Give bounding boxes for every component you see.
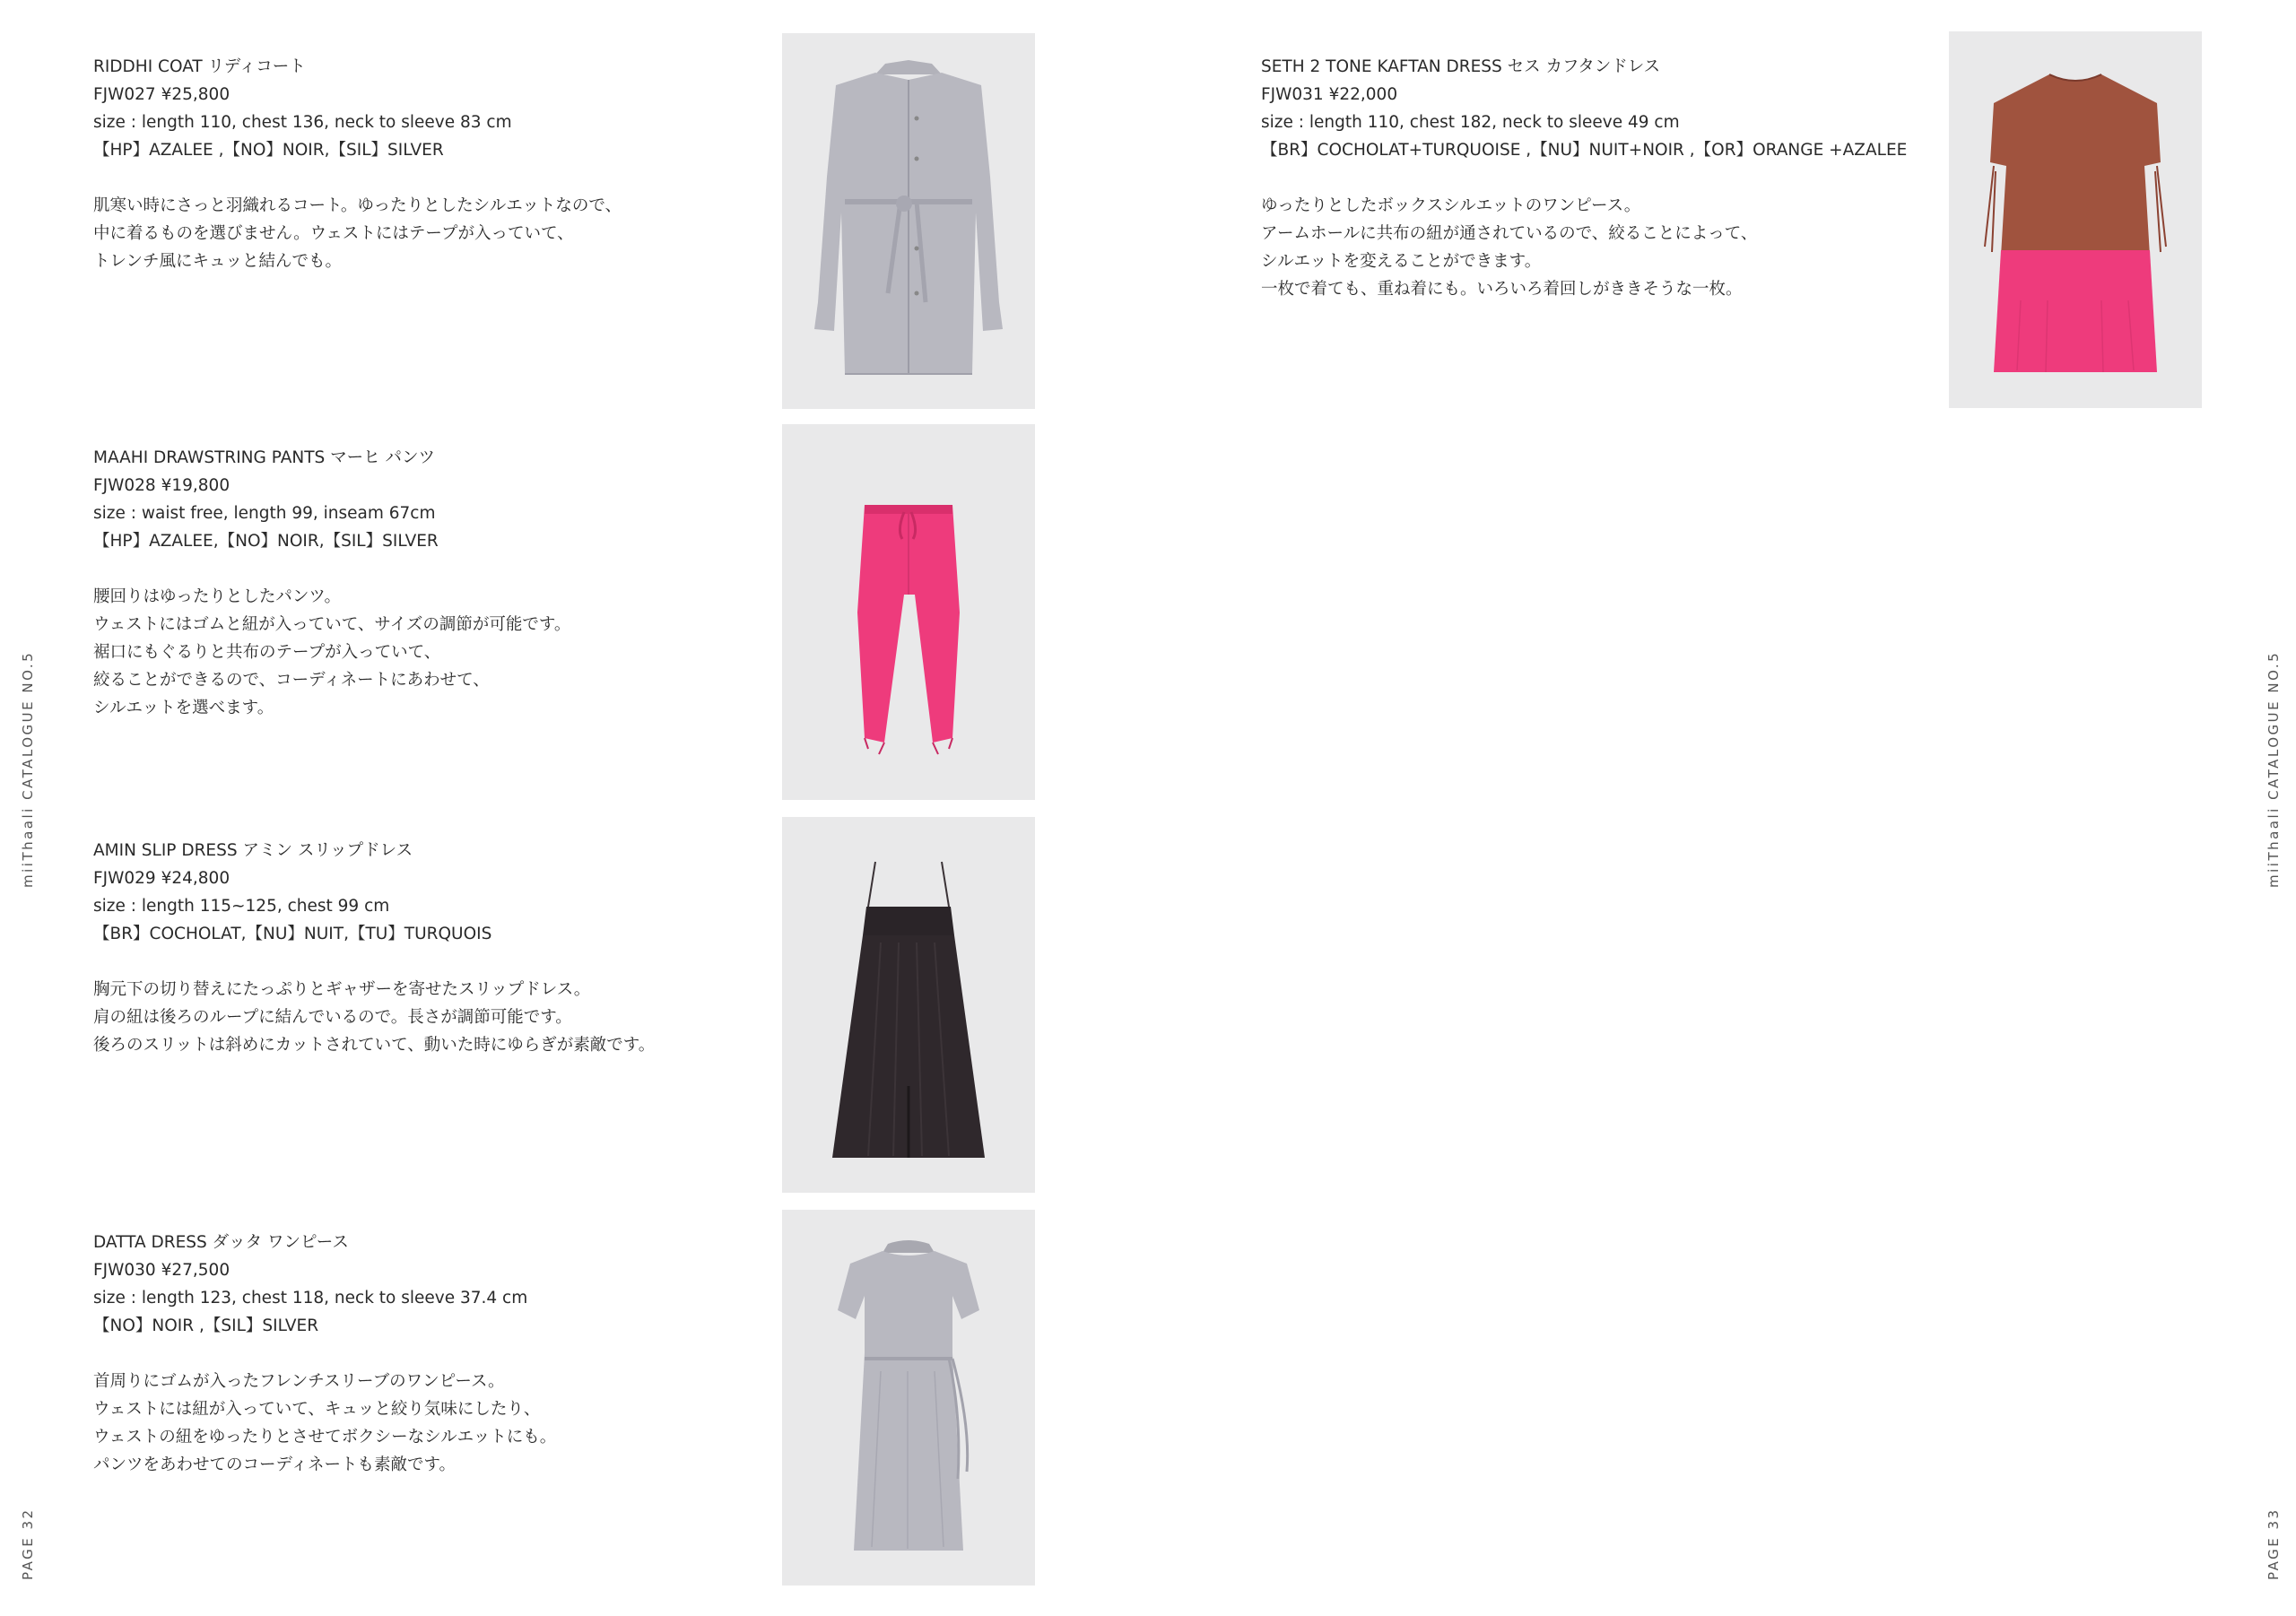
product-size: size : length 110, chest 182, neck to sleeve 49 cm <box>1261 113 1680 132</box>
page-number-right: PAGE 33 <box>2266 1507 2282 1580</box>
product-size: size : length 115~125, chest 99 cm <box>93 897 390 916</box>
product-code-price: FJW027 ¥25,800 <box>93 85 230 104</box>
two-tone-kaftan-dress-image <box>1949 31 2202 408</box>
product-desc-line: シルエットを変えることができます。 <box>1261 252 1542 271</box>
product-desc-line: 首周りにゴムが入ったフレンチスリーブのワンピース。 <box>93 1372 505 1391</box>
product-desc-line: ウェストにはゴムと紐が入っていて、サイズの調節が可能です。 <box>93 615 571 634</box>
product-name: AMIN SLIP DRESS アミン スリップドレス <box>93 841 413 860</box>
product-colors: 【BR】COCHOLAT,【NU】NUIT,【TU】TURQUOIS <box>93 925 492 943</box>
product-colors: 【BR】COCHOLAT+TURQUOISE ,【NU】NUIT+NOIR ,【OR】ORANGE +AZALEE <box>1261 141 1908 160</box>
photo-datta-dress <box>782 1210 1035 1586</box>
product-code-price: FJW031 ¥22,000 <box>1261 85 1398 104</box>
catalogue-label-right: miiThaali CATALOGUE NO.5 <box>2266 650 2282 888</box>
gray-french-sleeve-dress-image <box>782 1210 1035 1586</box>
product-desc-line: 後ろのスリットは斜めにカットされていて、動いた時にゆらぎが素敵です。 <box>93 1036 656 1055</box>
product-desc-line: アームホールに共布の紐が通されているので、絞ることによって、 <box>1261 224 1758 243</box>
dark-slip-dress-image <box>782 817 1035 1193</box>
product-riddhi-coat <box>93 53 622 275</box>
product-code-price: FJW030 ¥27,500 <box>93 1261 230 1280</box>
product-desc-line: 胸元下の切り替えにたっぷりとギャザーを寄せたスリップドレス。 <box>93 980 591 999</box>
page-number-left: PAGE 32 <box>20 1507 36 1580</box>
photo-riddhi-coat <box>782 33 1035 409</box>
product-desc-line: ゆったりとしたボックスシルエットのワンピース。 <box>1261 196 1641 215</box>
product-name: SETH 2 TONE KAFTAN DRESS セス カフタンドレス <box>1261 57 1661 76</box>
product-size: size : waist free, length 99, inseam 67cm <box>93 504 436 523</box>
catalogue-label-left: miiThaali CATALOGUE NO.5 <box>20 650 36 888</box>
photo-maahi-pants <box>782 424 1035 800</box>
product-desc-line: パンツをあわせてのコーディネートも素敵です。 <box>93 1455 457 1474</box>
product-desc-line: シルエットを選べます。 <box>93 699 274 717</box>
product-desc-line: ウェストには紐が入っていて、キュッと絞り気味にしたり、 <box>93 1400 541 1419</box>
product-name: RIDDHI COAT リディコート <box>93 57 306 76</box>
product-colors: 【HP】AZALEE ,【NO】NOIR,【SIL】SILVER <box>93 141 444 160</box>
product-desc-line: トレンチ風にキュッと結んでも。 <box>93 252 343 271</box>
product-maahi-pants <box>93 444 570 722</box>
product-desc-line: 一枚で着ても、重ね着にも。いろいろ着回しがききそうな一枚。 <box>1261 280 1743 299</box>
product-desc-line: 絞ることができるので、コーディネートにあわせて、 <box>93 671 490 690</box>
pink-drawstring-pants-image <box>782 424 1035 800</box>
product-seth-kaftan-dress <box>1261 53 1907 303</box>
product-size: size : length 123, chest 118, neck to sleeve 37.4 cm <box>93 1289 528 1308</box>
product-colors: 【NO】NOIR ,【SIL】SILVER <box>93 1316 319 1335</box>
product-code-price: FJW029 ¥24,800 <box>93 869 230 888</box>
product-size: size : length 110, chest 136, neck to sleeve 83 cm <box>93 113 512 132</box>
product-desc-line: 裾口にもぐるりと共布のテープが入っていて、 <box>93 643 441 662</box>
product-desc-line: 中に着るものを選びません。ウェストにはテープが入っていて、 <box>93 224 574 243</box>
product-name: DATTA DRESS ダッタ ワンピース <box>93 1233 349 1252</box>
photo-amin-slip-dress <box>782 817 1035 1193</box>
product-datta-dress <box>93 1229 556 1479</box>
product-colors: 【HP】AZALEE,【NO】NOIR,【SIL】SILVER <box>93 532 439 551</box>
product-desc-line: 肌寒い時にさっと羽織れるコート。ゆったりとしたシルエットなので、 <box>93 196 622 215</box>
product-amin-slip-dress <box>93 837 655 1059</box>
product-code-price: FJW028 ¥19,800 <box>93 476 230 495</box>
photo-seth-kaftan-dress <box>1949 31 2202 408</box>
product-name: MAAHI DRAWSTRING PANTS マーヒ パンツ <box>93 448 436 467</box>
gray-shirt-coat-image <box>782 33 1035 409</box>
product-desc-line: 腰回りはゆったりとしたパンツ。 <box>93 587 342 606</box>
product-desc-line: ウェストの紐をゆったりとさせてボクシーなシルエットにも。 <box>93 1428 557 1447</box>
product-desc-line: 肩の紐は後ろのループに結んでいるので。長さが調節可能です。 <box>93 1008 572 1027</box>
